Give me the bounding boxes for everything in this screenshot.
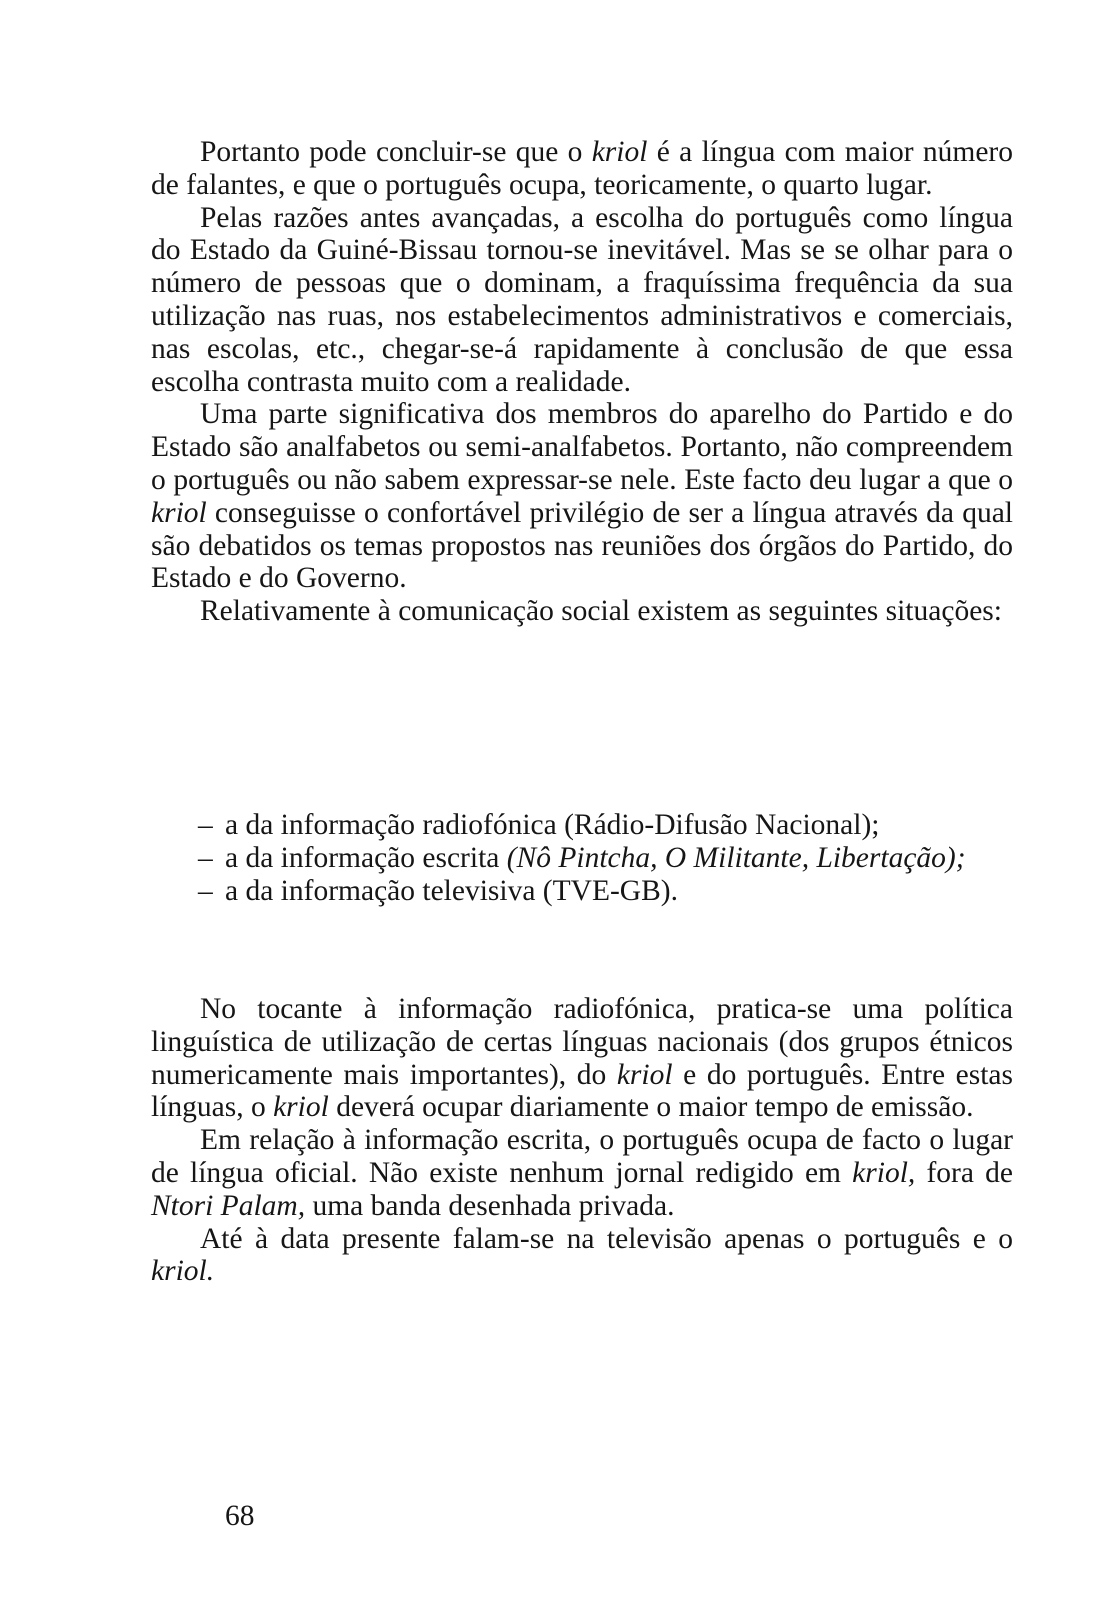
paragraph: Em relação à informação escrita, o português ocupa de facto o lugar de língua oficial. Não existe nenhum jornal redigido em kriol, fora de Ntori Palam, uma banda desenhada privada. [151, 1124, 1013, 1222]
media-list [198, 809, 1014, 907]
italic-term: Ntori Palam, [151, 1189, 306, 1222]
text-block-bottom [151, 993, 1013, 1288]
list-dash: – [198, 841, 213, 874]
paragraph: Relativamente à comunicação social existem as seguintes situações: [200, 595, 1002, 628]
paragraph: Portanto pode concluir-se que o kriol é a língua com maior número de falantes, e que o português ocupa, teoricamente, o quarto lugar. [151, 136, 1013, 201]
list-dash: – [198, 809, 213, 841]
paragraph: No tocante à informação radiofónica, pratica-se uma política linguística de utilização de certas línguas nacionais (dos grupos étnicos numericamente mais importantes), do kriol e do português. Entre estas línguas, o kriol deverá ocupar diariamente o maior tempo de emissão. [151, 993, 1014, 1124]
italic-term: kriol [616, 1058, 673, 1091]
list-item-text: a da informação televisiva (TVE-GB). [225, 874, 678, 907]
paragraph: Uma parte significativa dos membros do aparelho do Partido e do Estado são analfabetos ou semi-analfabetos. Portanto, não compreendem o português ou não sabem expressar-se nele. Este facto deu lugar a que o kriol conseguisse o confortável privilégio de ser a língua através da qual são debatidos os temas propostos nas reuniões dos órgãos do Partido, do Estado e do Governo. [151, 398, 1013, 595]
text-block-top [151, 136, 1013, 628]
italic-term: kriol [591, 136, 648, 168]
list-item [198, 875, 1014, 908]
list-item [198, 809, 1014, 842]
italic-term: kriol, [852, 1156, 916, 1189]
list-dash: – [198, 874, 213, 907]
italic-term: kriol. [151, 1255, 215, 1288]
list-item [198, 842, 1014, 875]
list-item-text: a da informação escrita (Nô Pintcha, O Militante, Libertação); [225, 841, 966, 874]
page-number: 68 [225, 1500, 255, 1532]
italic-term: kriol [273, 1091, 329, 1124]
paragraph: Até à data presente falam-se na televisão apenas o português e o kriol. [151, 1222, 1013, 1288]
italic-term: kriol [151, 496, 207, 529]
list-item-text: a da informação radiofónica (Rádio-Difusão Nacional); [225, 809, 880, 841]
paragraph: Pelas razões antes avançadas, a escolha do português como língua do Estado da Guiné-Bissau tornou-se inevitável. Mas se se olhar para o número de pessoas que o dominam, a fraquíssima frequência da sua utilização nas ruas, nos estabelecimentos administrativos e comerciais, nas escolas, etc., chegar-se-á rapidamente à conclusão de que essa escolha contrasta muito com a realidade. [151, 201, 1013, 398]
italic-term: (Nô Pintcha, O Militante, Libertação); [506, 841, 966, 874]
